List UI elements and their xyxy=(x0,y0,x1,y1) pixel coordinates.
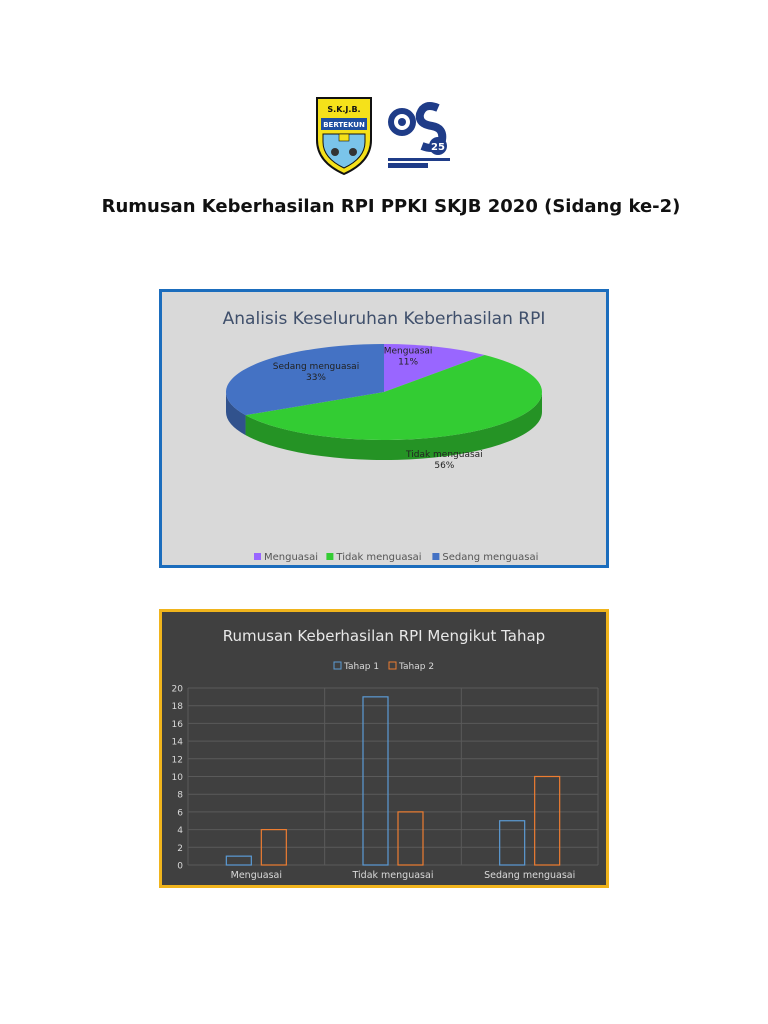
bar-legend-swatch xyxy=(334,662,341,669)
bar-y-tick-label: 6 xyxy=(177,808,183,819)
pie-label-value: 56% xyxy=(434,461,455,472)
svg-text:S.K.J.B.: S.K.J.B. xyxy=(327,105,361,114)
svg-text:25: 25 xyxy=(431,142,445,153)
bar-y-tick-label: 10 xyxy=(171,773,183,783)
bar-y-tick-label: 14 xyxy=(171,737,183,748)
bar-x-tick-label: Sedang menguasai xyxy=(484,870,576,881)
pie-chart-canvas xyxy=(162,292,606,565)
bar-x-tick-label: Menguasai xyxy=(230,870,283,881)
pie-label-category: Tidak menguasai xyxy=(406,450,483,461)
bar-y-tick-label: 2 xyxy=(177,843,183,854)
bar-y-tick-label: 4 xyxy=(177,826,183,837)
pie-title: Analisis Keseluruhan Keberhasilan RPI xyxy=(222,309,546,329)
svg-text:BERTEKUN: BERTEKUN xyxy=(323,121,365,129)
page-title: Rumusan Keberhasilan RPI PPKI SKJB 2020 (Sidang ke-2) xyxy=(101,196,681,217)
bar-y-tick-label: 12 xyxy=(171,755,183,766)
bar-y-tick-label: 18 xyxy=(171,702,183,713)
bar-tahap-1 xyxy=(226,856,251,865)
pie-legend-swatch xyxy=(326,553,333,560)
pie-chart xyxy=(159,289,609,568)
bar-y-tick-label: 0 xyxy=(177,861,183,872)
pie-legend-label: Tidak menguasai xyxy=(336,552,422,563)
bar-chart xyxy=(159,609,609,888)
bar-legend-label: Tahap 1 xyxy=(344,662,380,672)
pie-legend-swatch xyxy=(254,553,261,560)
ppki-program-logo xyxy=(386,98,452,170)
bar-title: Rumusan Keberhasilan RPI Mengikut Tahap xyxy=(222,627,546,645)
pie-label-category: Sedang menguasai xyxy=(272,361,360,372)
pie-legend-swatch xyxy=(432,553,439,560)
pie-legend-label: Sedang menguasai xyxy=(442,552,539,563)
bar-y-tick-label: 8 xyxy=(177,790,183,801)
pie-label-category: Menguasai xyxy=(383,346,433,357)
bar-tahap-1 xyxy=(363,697,388,865)
pie-label-value: 33% xyxy=(305,372,327,383)
school-crest-logo xyxy=(315,96,373,176)
bar-y-tick-label: 16 xyxy=(171,719,183,730)
bar-legend-swatch xyxy=(389,662,396,669)
bar-tahap-1 xyxy=(500,821,525,865)
bar-tahap-2 xyxy=(398,812,423,865)
bar-legend-label: Tahap 2 xyxy=(399,662,435,672)
bar-tahap-2 xyxy=(535,777,560,866)
pie-legend-label: Menguasai xyxy=(264,552,319,563)
pie-label-value: 11% xyxy=(398,357,419,368)
logo-row xyxy=(0,96,768,178)
bar-chart-canvas xyxy=(162,612,606,885)
bar-y-tick-label: 20 xyxy=(171,684,183,695)
bar-x-tick-label: Tidak menguasai xyxy=(352,870,434,881)
